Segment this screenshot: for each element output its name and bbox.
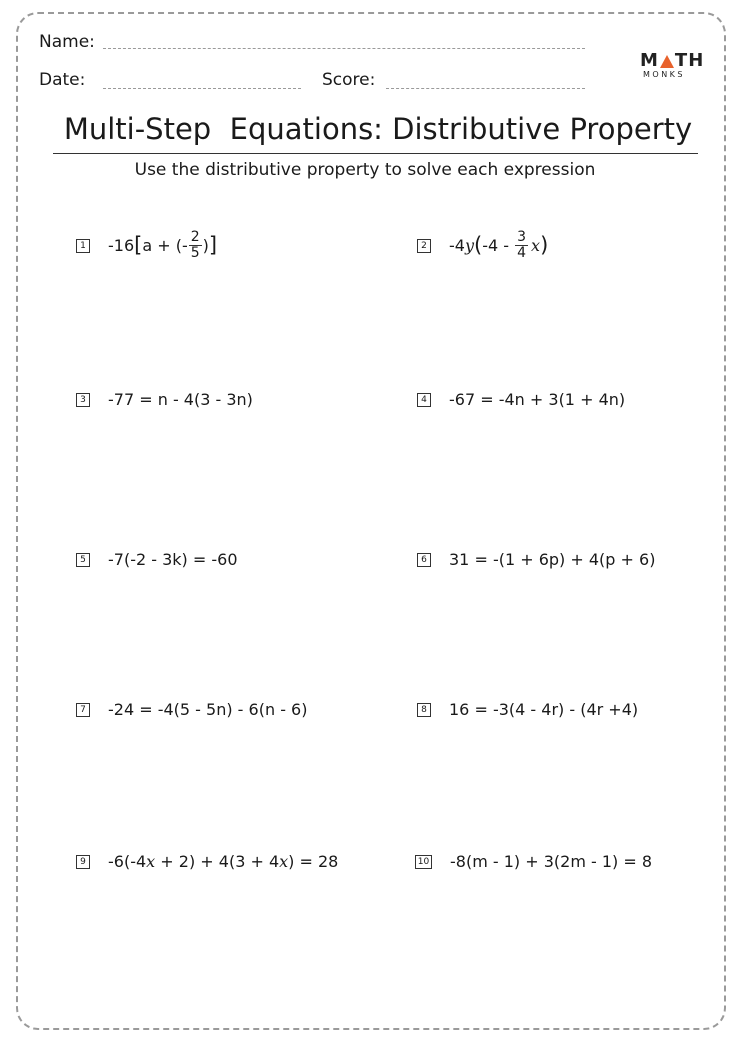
problem-text: -24 = -4(5 - 5n) - 6(n - 6): [108, 700, 308, 719]
date-field[interactable]: [103, 88, 301, 89]
instructions: Use the distributive property to solve each expression: [134, 160, 596, 180]
triangle-icon: [660, 55, 674, 68]
problem-2: 2 -4 y ( -4 - $\frac{3}{4}$ x ): [417, 230, 548, 261]
problem-5: [76, 550, 238, 569]
fraction: $\frac{3}{4}$: [517, 229, 527, 261]
problem-text: 16 = -3(4 - 4r) - (4r +4): [449, 700, 639, 719]
problem-text: -77 = n - 4(3 - 3n): [108, 390, 253, 409]
problem-number: 3: [76, 393, 90, 407]
date-label: Date:: [39, 70, 86, 90]
problem-4: [417, 390, 625, 409]
problem-8: [417, 700, 638, 719]
problem-text: -8(m - 1) + 3(2m - 1) = 8: [450, 852, 653, 871]
problem-number: 6: [417, 553, 431, 567]
math-monks-logo: [624, 46, 714, 86]
problem-text: -7(-2 - 3k) = -60: [108, 550, 238, 569]
problem-1: 1 -16 [ a + (- $\frac{2}{5}$ ) ]: [76, 230, 217, 261]
score-field[interactable]: [386, 88, 585, 89]
problem-number: 8: [417, 703, 431, 717]
problem-number: 9: [76, 855, 90, 869]
problem-number: 10: [415, 855, 432, 869]
problem-number: 2: [417, 239, 431, 253]
fraction: $\frac{2}{5}$: [190, 229, 200, 261]
problem-number: 1: [76, 239, 90, 253]
problem-7: [76, 700, 307, 719]
score-label: Score:: [322, 70, 376, 90]
name-field[interactable]: [103, 48, 585, 49]
name-label: Name:: [39, 32, 95, 52]
problem-number: 4: [417, 393, 431, 407]
logo-subtitle: MONKS: [643, 70, 686, 79]
page-title: Multi-Step Equations: Distributive Property: [63, 112, 693, 146]
problem-number: 7: [76, 703, 90, 717]
problem-10: [415, 852, 652, 871]
problem-6: [417, 550, 655, 569]
problem-3: [76, 390, 253, 409]
problem-text: -67 = -4n + 3(1 + 4n): [449, 390, 626, 409]
problem-9: 9 -6(-4 x + 2) + 4(3 + 4 x ) = 28: [76, 852, 338, 871]
title-divider: [53, 153, 698, 154]
logo-wordmark: M TH: [640, 50, 705, 71]
problem-text: 31 = -(1 + 6p) + 4(p + 6): [449, 550, 656, 569]
problem-number: 5: [76, 553, 90, 567]
